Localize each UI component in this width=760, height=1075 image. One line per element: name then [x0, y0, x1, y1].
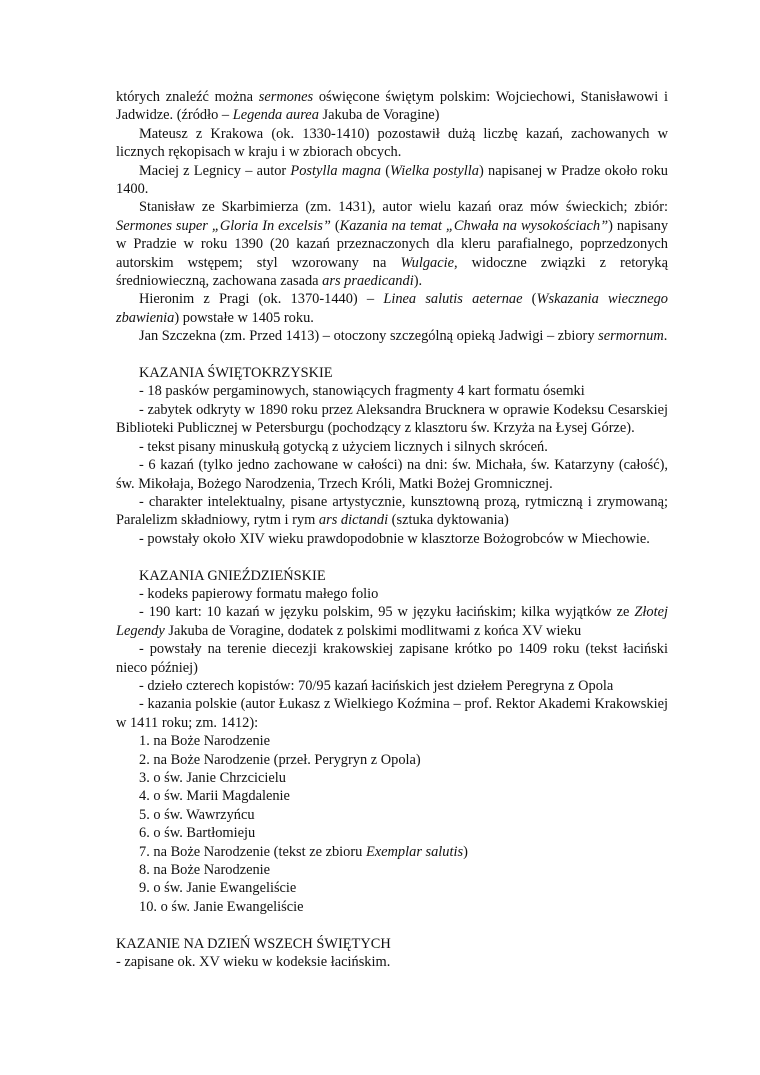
sermon-list-item: 5. o św. Wawrzyńcu	[139, 806, 255, 823]
section-heading-gnieznienskie: KAZANIA GNIEŹDZIEŃSKIE	[139, 567, 326, 584]
italic-term: sermones	[258, 89, 314, 105]
text-run: ) powstałe w 1405 roku.	[174, 309, 314, 326]
italic-term: Sermones super „Gloria In excelsis”	[116, 217, 331, 234]
italic-term: Wielka postylla	[390, 162, 479, 179]
text-run: których znaleźć można	[116, 89, 259, 105]
text-run: .	[663, 328, 668, 345]
list-item: - tekst pisany minuskułą gotycką z użyciem licznych i silnych skróceń.	[139, 438, 548, 455]
italic-term: Złotej Legendy	[116, 604, 668, 639]
sermon-list-item: 6. o św. Bartłomieju	[139, 825, 256, 842]
italic-term: Linea salutis aeternae	[383, 291, 523, 308]
italic-term: ars dictandi	[318, 512, 389, 529]
sermon-list-item: 8. na Boże Narodzenie	[139, 862, 271, 879]
italic-term: Exemplar salutis	[365, 843, 464, 860]
intro-paragraph-6	[116, 327, 668, 345]
italic-term: Wulgacie	[400, 254, 454, 271]
italic-term: Postylla magna	[290, 162, 381, 179]
text-run: - 190 kart: 10 kazań w języku polskim, 95 w języku łacińskim; kilka wyjątków ze	[139, 604, 635, 621]
italic-term: sermornum	[598, 328, 664, 345]
text-run: (	[330, 217, 340, 234]
list-item: - kazania polskie (autor Łukasz z Wielkiego Koźmina – prof. Rektor Akademi Krakowskiej w 1411 roku; zm. 1412):	[116, 696, 668, 731]
section-heading-wszystkich-swietych: KAZANIE NA DZIEŃ WSZECH ŚWIĘTYCH	[116, 935, 391, 952]
list-item: - dzieło czterech kopistów: 70/95 kazań łacińskich jest dziełem Peregryna z Opola	[139, 677, 614, 694]
intro-paragraph-4	[116, 198, 668, 290]
italic-term: ars praedicandi	[322, 273, 414, 290]
sermon-list-item: 1. na Boże Narodzenie	[139, 733, 271, 750]
text-run: ).	[413, 273, 423, 290]
sermon-list	[116, 732, 668, 916]
list-item: - zapisane ok. XV wieku w kodeksie łacińskim.	[116, 954, 391, 971]
text-run: - charakter intelektualny, pisane artystycznie, kunsztowną prozą, rytmiczną i zrymowaną; Paralelizm składniowy, rytm i rym	[116, 493, 668, 529]
intro-paragraph-1	[116, 88, 668, 125]
list-item: - 18 pasków pergaminowych, stanowiących fragmenty 4 kart formatu ósemki	[139, 383, 585, 400]
list-item: - zabytek odkryty w 1890 roku przez Aleksandra Brucknera w oprawie Kodeksu Cesarskiej Biblioteki Publicznej w Petersburgu (pochodzący z klasztoru św. Krzyża na Łysej Górze).	[116, 401, 668, 437]
text-run: , widoczne związki z retoryką średniowieczną, zachowana zasada	[116, 254, 668, 290]
blank-line	[116, 346, 668, 364]
text-run: Jakuba de Voragine)	[318, 107, 440, 124]
sermon-list-item: 4. o św. Marii Magdalenie	[139, 788, 290, 805]
sermon-list-item: 10. o św. Janie Ewangeliście	[139, 898, 304, 915]
text-run: ) napisanej w Pradze około roku 1400.	[116, 162, 669, 198]
section-heading-swietokrzyskie: KAZANIA ŚWIĘTOKRZYSKIE	[139, 365, 333, 382]
list-item	[116, 603, 668, 640]
intro-paragraph-5	[116, 290, 668, 327]
sermon-list-item: 9. o św. Janie Ewangeliście	[139, 880, 297, 897]
italic-term: Kazania na temat „Chwała na wysokościach”	[339, 217, 609, 234]
intro-paragraph-2: Mateusz z Krakowa (ok. 1330-1410) pozostawił dużą liczbę kazań, zachowanych w licznych rękopisach w kraju i w zbiorach obcych.	[116, 125, 668, 161]
list-item: - kodeks papierowy formatu małego folio	[139, 585, 379, 602]
sermon-list-item: 3. o św. Janie Chrzcicielu	[139, 770, 286, 786]
list-item: - powstały na terenie diecezji krakowskiej zapisane krótko po 1409 roku (tekst łaciński nieco później)	[116, 641, 668, 676]
text-run: (sztuka dyktowania)	[388, 512, 509, 529]
text-run: Hieronim z Pragi (ok. 1370-1440) –	[139, 291, 384, 308]
text-run: (	[381, 162, 391, 179]
italic-term: Wskazania wiecznego zbawienia	[116, 291, 668, 326]
text-run: Jan Szczekna (zm. Przed 1413) – otoczony szczególną opieką Jadwigi – zbiory	[139, 328, 599, 345]
text-run: oświęcone świętym polskim: Wojciechowi, Stanisławowi i Jadwidze. (źródło –	[116, 89, 668, 124]
intro-paragraph-3	[116, 162, 668, 199]
text-run: 7. na Boże Narodzenie (tekst ze zbioru	[139, 843, 366, 860]
text-run: ) napisany w Pradzie w roku 1390 (20 kazań przeznaczonych dla kleru parafialnego, poprzedzonych autorskim wstępem; styl wzorowany na	[116, 217, 669, 271]
list-item: - 6 kazań (tylko jedno zachowane w całości) na dni: św. Michała, św. Katarzyny (całość), św. Mikołaja, Bożego Narodzenia, Trzech Króli, Matki Bożej Gromnicznej.	[116, 457, 668, 492]
text-run: (	[522, 291, 537, 308]
blank-line	[116, 916, 668, 934]
text-run: )	[463, 843, 468, 860]
text-run: Jakuba de Voragine, dodatek z polskimi modlitwami z końca XV wieku	[164, 622, 582, 639]
italic-term: Legenda aurea	[232, 107, 319, 124]
list-item: - powstały około XIV wieku prawdopodobnie w klasztorze Bożogrobców w Miechowie.	[139, 530, 650, 547]
blank-line	[116, 548, 668, 566]
text-run: Maciej z Legnicy – autor	[139, 162, 291, 179]
text-run: Stanisław ze Skarbimierza (zm. 1431), autor wielu kazań oraz mów świeckich; zbiór:	[139, 199, 668, 216]
list-item	[116, 493, 668, 530]
sermon-list-item: 2. na Boże Narodzenie (przeł. Perygryn z Opola)	[139, 751, 421, 768]
sermon-list-item	[116, 843, 668, 861]
